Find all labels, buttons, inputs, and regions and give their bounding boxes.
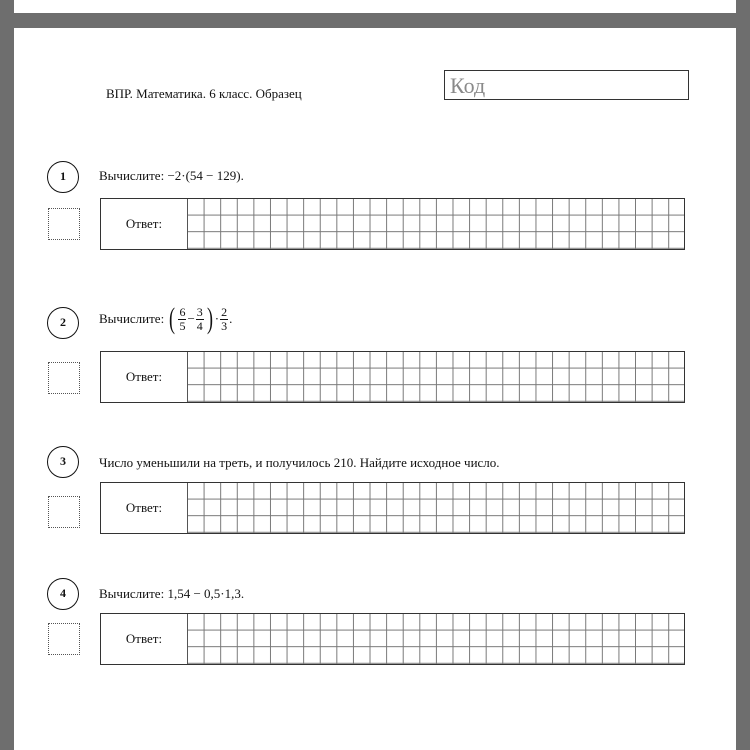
task-number-badge: 2	[47, 307, 79, 339]
task-prompt	[99, 168, 244, 184]
task-prompt	[99, 304, 232, 334]
answer-box[interactable]	[100, 613, 685, 665]
code-field[interactable]: Код	[444, 70, 689, 100]
score-box[interactable]	[48, 623, 80, 655]
task-expression: 1,54 − 0,5·1,3.	[167, 586, 245, 601]
score-box[interactable]	[48, 496, 80, 528]
dot-sign: ·	[214, 311, 220, 326]
fraction-denominator: 3	[221, 318, 228, 333]
answer-box[interactable]	[100, 482, 685, 534]
answer-grid[interactable]	[187, 483, 684, 533]
page-title: ВПР. Математика. 6 класс. Образец	[106, 86, 302, 101]
answer-label: Ответ:	[125, 500, 163, 515]
answer-grid[interactable]	[187, 614, 684, 664]
task-number-badge: 1	[47, 161, 79, 193]
task-prompt: Число уменьшили на треть, и получилось 210. Найдите исходное число.	[99, 455, 500, 470]
answer-box[interactable]	[100, 198, 685, 250]
previous-page-edge	[14, 0, 736, 13]
answer-grid[interactable]	[187, 352, 684, 402]
right-paren: )	[206, 302, 213, 335]
fraction-2-3	[220, 306, 228, 333]
score-box[interactable]	[48, 208, 80, 240]
fraction-numerator: 3	[196, 304, 203, 319]
answer-label: Ответ:	[125, 369, 163, 384]
fraction-denominator: 5	[179, 318, 186, 333]
worksheet-page	[14, 28, 736, 750]
task-expression: −2·(54 − 129).	[167, 168, 244, 183]
answer-grid[interactable]	[187, 199, 684, 249]
fraction-denominator: 4	[196, 318, 203, 333]
task-number-badge: 4	[47, 578, 79, 610]
task-prompt-label: Вычислите:	[99, 586, 165, 601]
fraction-3-4	[196, 306, 204, 333]
fraction-numerator: 6	[179, 304, 186, 319]
answer-label: Ответ:	[125, 631, 163, 646]
left-paren: (	[169, 302, 176, 335]
task-number-badge: 3	[47, 446, 79, 478]
score-box[interactable]	[48, 362, 80, 394]
answer-box[interactable]	[100, 351, 685, 403]
period: .	[229, 311, 233, 326]
fraction-6-5	[178, 306, 186, 333]
task-prompt-label: Вычислите:	[99, 311, 165, 326]
fraction-numerator: 2	[221, 304, 228, 319]
minus-sign: −	[187, 311, 195, 326]
task-prompt-label: Вычислите:	[99, 168, 165, 183]
answer-label: Ответ:	[125, 216, 163, 231]
task-prompt	[99, 586, 244, 602]
